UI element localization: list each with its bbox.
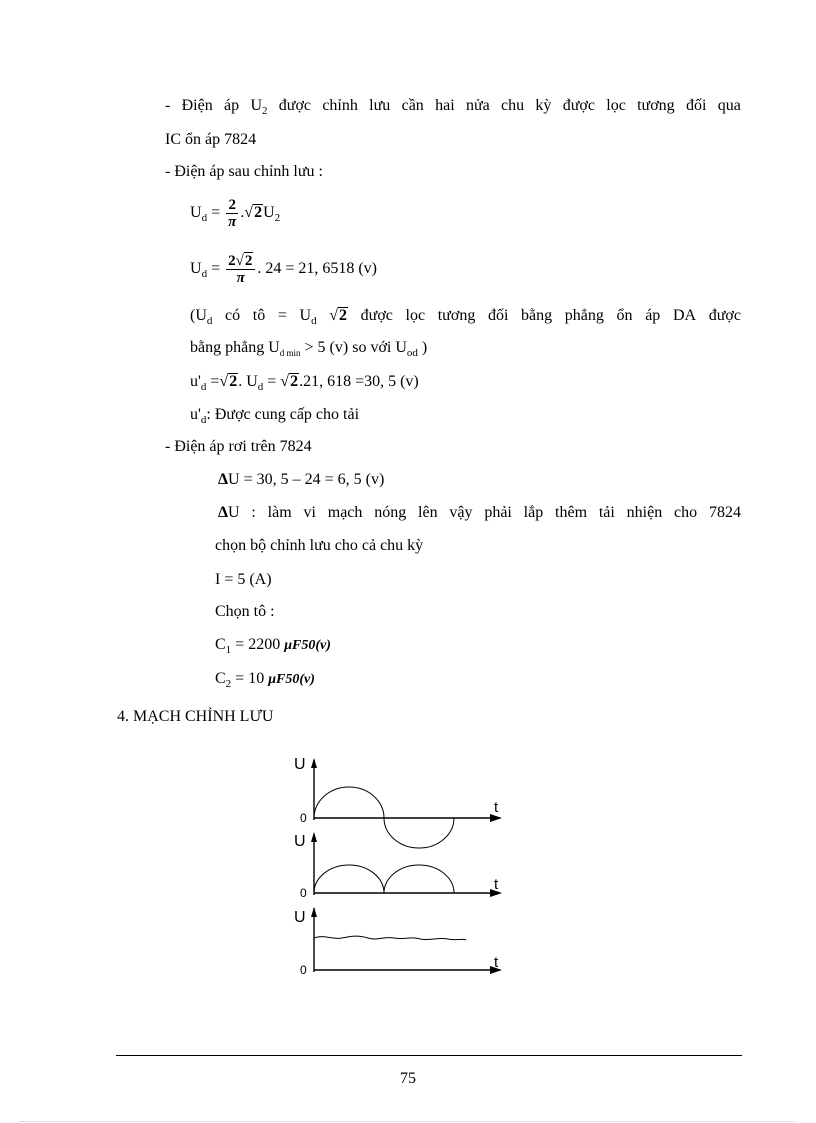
axis-label-t-3: t — [494, 954, 499, 971]
axis-label-t-1: t — [494, 799, 499, 816]
y-axis-arrow-2 — [311, 832, 317, 842]
rectified-wave — [314, 865, 454, 893]
capacitor-selection-label: Chọn tô : — [215, 603, 275, 620]
paragraph-line-1: - Điện áp $U_2$ được chỉnh lưu cần hai nửa chu kỳ được lọc tương đối qua — [165, 97, 741, 117]
paragraph-filter-line-1: ($U_d$ có tô = $U_d$ √2 được lọc tương đối bằng phẳng ổn áp DA được — [190, 307, 741, 327]
paragraph-heat-line-1: ΔU : làm vi mạch nóng lên vậy phải lắp thêm tải nhiện cho 7824 — [218, 504, 741, 521]
equation-ud-value: $U_d$ = $\frac{2√2}{\pi}$ . 24 = 21, 6518 (v) — [190, 253, 378, 287]
equation-ud-prime-note: $u'_d$: Được cung cấp cho tải — [190, 406, 360, 426]
equation-current: I = 5 (A) — [215, 571, 272, 588]
axis-label-t-2: t — [494, 876, 499, 893]
ripple-wave — [314, 936, 466, 940]
page-bottom-dotted-edge — [20, 1121, 796, 1122]
paragraph-line-2: IC ổn áp 7824 — [165, 131, 257, 148]
origin-label-1: 0 — [300, 811, 307, 825]
equation-ud-formula: $U_d$ = $\frac{2}{\pi}$ $.√2U_2$ — [190, 196, 281, 230]
footer-divider — [116, 1055, 742, 1056]
axis-label-u-2: U — [294, 833, 306, 850]
axis-label-u-1: U — [294, 756, 306, 773]
section-line-rectified-voltage: - Điện áp sau chỉnh lưu : — [165, 163, 323, 180]
waveform-input-sine — [294, 756, 502, 848]
y-axis-arrow-1 — [311, 758, 317, 768]
waveform-filtered-dc — [294, 907, 502, 977]
equation-delta-u: ΔU = 30, 5 – 24 = 6, 5 (v) — [218, 471, 385, 488]
paragraph-filter-line-2: bằng phẳng $U_{d min} > 5$ (v) so với $U_{od}$ ) — [190, 339, 428, 359]
paragraph-heat-line-2: chọn bộ chỉnh lưu cho cả chu kỳ — [215, 537, 424, 554]
page-number: 75 — [400, 1070, 416, 1087]
equation-c2: $C_2 = 10$ μF50(v) — [215, 670, 315, 690]
equation-ud-prime: $u'_d =√2$. $U_d = √2.21$, 618 =30, 5 (v) — [190, 373, 419, 393]
y-axis-arrow-3 — [311, 907, 317, 917]
origin-label-3: 0 — [300, 963, 307, 977]
section-heading-rectifier-circuit: 4. MẠCH CHỈNH LƯU — [117, 708, 274, 725]
rectifier-waveform-figure — [280, 750, 520, 990]
origin-label-2: 0 — [300, 886, 307, 900]
section-line-voltage-drop: - Điện áp rơi trên 7824 — [165, 438, 312, 455]
axis-label-u-3: U — [294, 909, 306, 926]
equation-c1: $C_1 = 2200$ μF50(v) — [215, 636, 331, 656]
